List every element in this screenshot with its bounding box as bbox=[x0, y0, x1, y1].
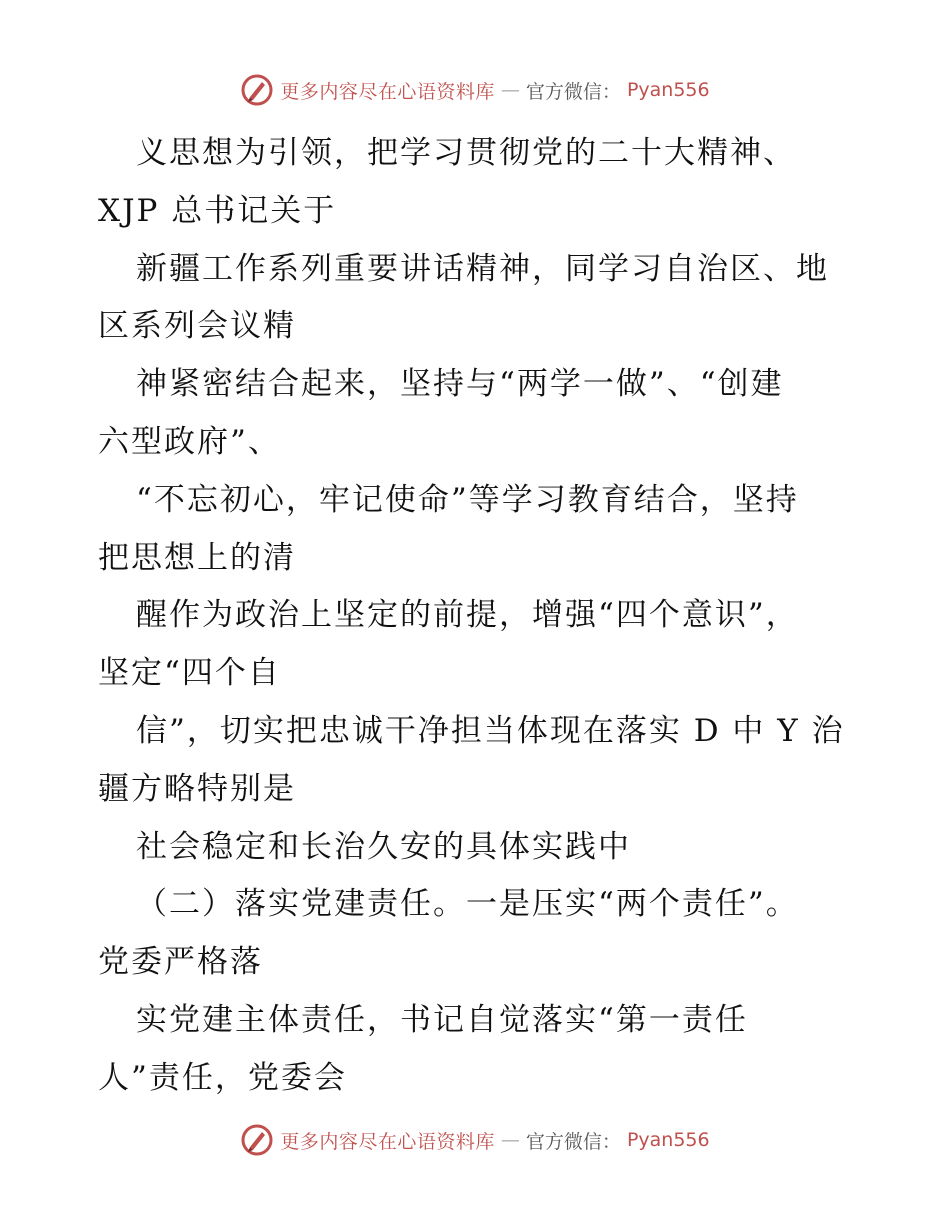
watermark-official-label: 官方微信： bbox=[525, 1130, 621, 1153]
body-line: 社会稳定和长治久安的具体实践中 bbox=[136, 828, 631, 865]
body-line: 区系列会议精 bbox=[98, 308, 296, 345]
watermark-text: 更多内容尽在心语资料库 bbox=[280, 80, 495, 103]
body-line: 人”责任，党委会 bbox=[98, 1059, 347, 1096]
body-line: 把思想上的清 bbox=[98, 539, 296, 576]
body-line: 党委严格落 bbox=[98, 944, 263, 981]
watermark-text: 更多内容尽在心语资料库 bbox=[280, 1130, 495, 1153]
body-line: 坚定“四个自 bbox=[98, 655, 281, 692]
document-body bbox=[98, 125, 858, 1108]
body-line: 醒作为政治上坚定的前提，增强“四个意识”， bbox=[136, 597, 799, 634]
body-line: 疆方略特别是 bbox=[98, 770, 296, 807]
watermark-official-label: 官方微信： bbox=[525, 80, 621, 103]
watermark-dash: — bbox=[500, 1129, 520, 1151]
pen-circle-logo-icon bbox=[240, 73, 274, 107]
footer-watermark bbox=[0, 1120, 950, 1160]
header-watermark bbox=[0, 70, 950, 110]
pen-circle-logo-icon bbox=[240, 1123, 274, 1157]
body-line: 信”，切实把忠诚干净担当体现在落实 D 中 Y 治 bbox=[136, 712, 845, 749]
body-line: 六型政府”、 bbox=[98, 423, 281, 460]
body-line: 新疆工作系列重要讲话精神，同学习自治区、地 bbox=[136, 250, 829, 287]
body-line: 义思想为引领，把学习贯彻党的二十大精神、 bbox=[136, 135, 796, 171]
body-line: 神紧密结合起来，坚持与“两学一做”、“创建 bbox=[136, 366, 784, 403]
watermark-dash: — bbox=[500, 79, 520, 101]
watermark-handle: Pyan556 bbox=[626, 79, 710, 101]
body-line: 实党建主体责任，书记自觉落实“第一责任 bbox=[136, 1001, 748, 1038]
body-line: XJP 总书记关于 bbox=[98, 192, 337, 229]
body-line: “不忘初心，牢记使命”等学习教育结合，坚持 bbox=[136, 481, 799, 518]
watermark-handle: Pyan556 bbox=[626, 1129, 710, 1151]
body-line: （二）落实党建责任。一是压实“两个责任”。 bbox=[136, 886, 799, 923]
